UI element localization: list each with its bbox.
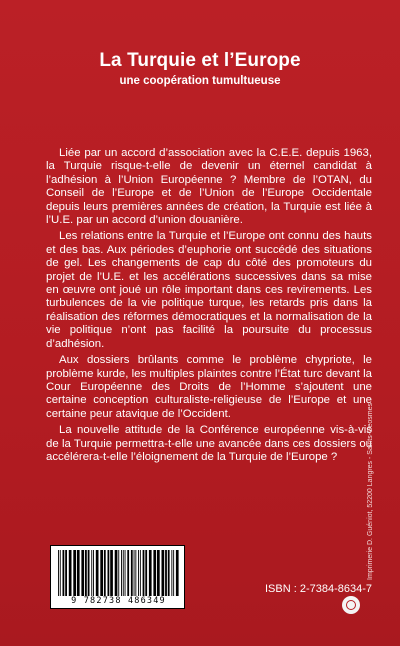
barcode-bar xyxy=(135,550,136,596)
barcode-bar xyxy=(121,550,122,596)
barcode-bar xyxy=(145,550,147,596)
barcode-bar xyxy=(81,550,84,596)
barcode-bar xyxy=(88,550,90,596)
barcode-bar xyxy=(176,550,179,596)
barcode-bar xyxy=(108,550,110,596)
barcode-bars xyxy=(57,550,180,596)
publisher-seal-icon xyxy=(342,596,360,614)
barcode-bar xyxy=(85,550,87,596)
barcode-bar xyxy=(131,550,133,596)
barcode-bar xyxy=(96,550,99,596)
barcode-bar xyxy=(162,550,165,596)
barcode-bar xyxy=(173,550,174,596)
barcode xyxy=(50,545,185,609)
printer-line: Imprimerie D. Guéniot, 52200 Langres - Saints-Geosmes xyxy=(367,402,374,580)
barcode-bar xyxy=(60,550,61,596)
barcode-bar xyxy=(63,550,65,596)
barcode-bar xyxy=(168,550,170,596)
blurb-paragraph-3: Aux dossiers brûlants comme le problème chypriote, le problème kurde, les multiples plaintes contre l’État turc devant la Cour Européenne des Droits de l’Homme s’ajoutent une certaine conception culturaliste-religieuse de l’Europe et une certaine peur atavique de l’Occident. xyxy=(46,354,372,420)
barcode-bar xyxy=(140,550,141,596)
barcode-bar xyxy=(110,550,113,596)
isbn-number: ISBN : 2-7384-8634-7 xyxy=(265,583,373,595)
book-title: La Turquie et l’Europe xyxy=(99,50,301,71)
barcode-bar xyxy=(58,550,59,596)
barcode-bar xyxy=(138,550,139,596)
barcode-bar xyxy=(77,550,80,596)
printer-imprint xyxy=(366,402,376,580)
barcode-bar xyxy=(115,550,118,596)
barcode-bar xyxy=(69,550,72,596)
blurb xyxy=(46,147,372,467)
barcode-bar xyxy=(118,550,119,596)
barcode-bar xyxy=(104,550,106,596)
barcode-bar xyxy=(171,550,172,596)
barcode-bar xyxy=(100,550,103,596)
barcode-bar xyxy=(157,550,160,596)
barcode-bar xyxy=(153,550,156,596)
barcode-bar xyxy=(143,550,145,596)
barcode-bar xyxy=(165,550,167,596)
barcode-bar xyxy=(149,550,152,596)
barcode-bar xyxy=(65,550,67,596)
barcode-bar xyxy=(91,550,92,596)
barcode-bar xyxy=(127,550,129,596)
barcode-digits: 9 782738 486349 xyxy=(71,596,166,606)
barcode-bar xyxy=(123,550,124,596)
barcode-bar xyxy=(134,550,135,596)
barcode-bar xyxy=(125,550,126,596)
blurb-paragraph-2: Les relations entre la Turquie et l’Europe ont connu des hauts et des bas. Aux périodes d’euphorie ont succédé des situations de gel. Les changements de cap du côté des promoteurs du projet de l’U.E. et les accélérations successives dans sa mise en œuvre ont joué un rôle important dans ces revirements. Les turbulences de la vie politique turque, les retards pris dans la réalisation des réformes démocratiques et la normalisation de la vie politique n’ont pas facilité la poursuite du processus d’adhésion. xyxy=(46,230,372,350)
blurb-paragraph-4: La nouvelle attitude de la Conférence européenne vis-à-vis de la Turquie permettra-t-elle une avancée dans ces dossiers ou accélérera-t-elle l’éloignement de la Turquie de l’Europe ? xyxy=(46,424,372,463)
barcode-bar xyxy=(73,550,76,596)
blurb-paragraph-1: Liée par un accord d’association avec la C.E.E. depuis 1963, la Turquie risque-t-elle de devenir un éternel candidat à l’adhésion à l’Union Européenne ? Membre de l’OTAN, du Conseil de l’Europe et de l’Union de l’Europe Occidentale depuis leurs premières années de création, la Turquie est liée à l’U.E. par un accord d’union douanière. xyxy=(46,147,372,227)
barcode-bar xyxy=(93,550,94,596)
book-subtitle: une coopération tumultueuse xyxy=(119,75,281,87)
